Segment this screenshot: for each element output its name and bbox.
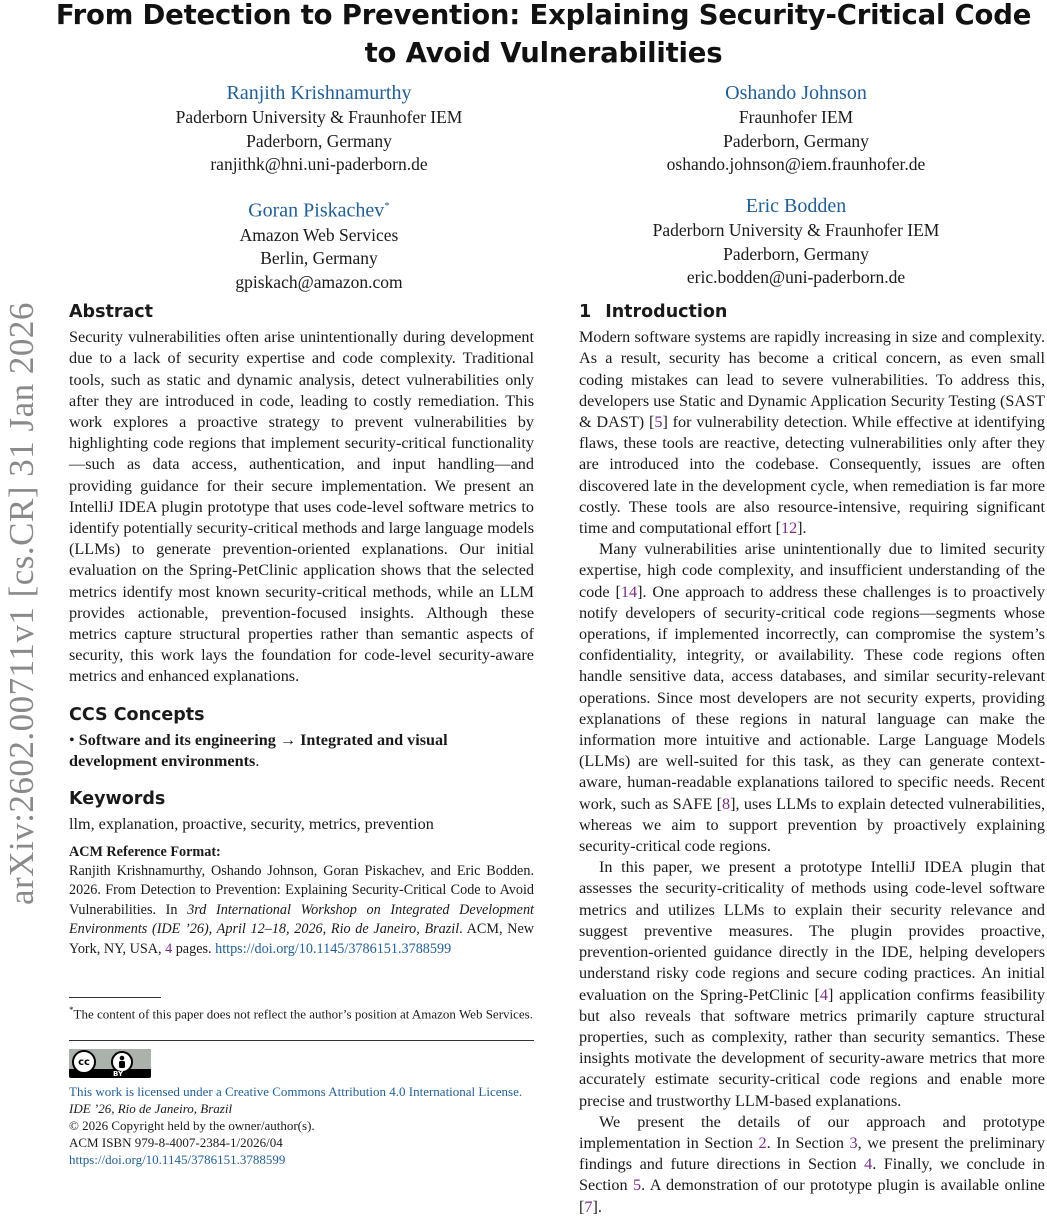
ccs-concepts: • Software and its engineering → Integrated and visual development environments. — [69, 730, 448, 771]
arxiv-identifier: arXiv:2602.00711v1 [cs.CR] 31 Jan 2026 — [2, 302, 41, 906]
author-name[interactable]: Ranjith Krishnamurthy — [226, 82, 412, 104]
license-doi-link[interactable]: https://doi.org/10.1145/3786151.3788599 — [69, 1152, 286, 1167]
footnote-rule — [69, 997, 161, 998]
section-link[interactable]: 5 — [633, 1176, 642, 1195]
author-email[interactable]: ranjithk@hni.uni-paderborn.de — [210, 154, 428, 174]
license-rule — [69, 1040, 534, 1041]
acm-reference — [69, 843, 534, 959]
author-block-4 — [596, 194, 996, 290]
title-line-1: From Detection to Prevention: Explaining Security-Critical Code — [55, 0, 1032, 31]
author-name[interactable]: Goran Piskachev* — [248, 199, 390, 222]
citation-link[interactable]: 7 — [584, 1197, 593, 1216]
pages-link[interactable]: 4 — [165, 940, 173, 957]
author-location: Paderborn, Germany — [723, 130, 869, 151]
introduction-heading: 1 Introduction — [579, 302, 728, 322]
doi-link[interactable]: https://doi.org/10.1145/3786151.3788599 — [215, 940, 452, 957]
cc-icon: cc — [72, 1050, 96, 1074]
author-block-1 — [119, 81, 519, 177]
citation-link[interactable]: 14 — [620, 582, 638, 601]
author-affiliation: Paderborn University & Fraunhofer IEM — [175, 107, 463, 127]
title-line-2: to Avoid Vulnerabilities — [364, 37, 723, 69]
author-block-2 — [596, 81, 996, 177]
author-email[interactable]: gpiskach@amazon.com — [235, 271, 403, 292]
author-name[interactable]: Oshando Johnson — [725, 82, 867, 104]
footnote: *The content of this paper does not reflect the author’s position at Amazon Web Services. — [69, 1005, 533, 1022]
copyright-line: © 2026 Copyright held by the owner/author(s). — [69, 1118, 315, 1133]
by-label: BY — [113, 1070, 124, 1078]
author-location: Berlin, Germany — [260, 248, 378, 269]
keywords-heading: Keywords — [69, 789, 166, 810]
section-link[interactable]: 4 — [864, 1155, 873, 1174]
author-location: Paderborn, Germany — [723, 243, 869, 264]
isbn-line: ACM ISBN 979-8-4007-2384-1/2026/04 — [69, 1135, 283, 1150]
author-location: Paderborn, Germany — [246, 130, 392, 151]
intro-paragraph-1: Modern software systems are rapidly increasing in size and complexity. As a result, security has become a critical concern, as even small coding mistakes can lead to severe vulnerabilities. To address this, developers use Static and Dynamic Application Security Testing (SAST & DAST) [5] for vulnerability detection. While effective at identifying flaws, these tools are reactive, detecting vulnerabilities only after they are introduced into the codebase. Consequently, issues are often discovered late in the development cycle, when remediation is far more costly. These tools are also resource-intensive, requiring significant time and computational effort [12]. — [579, 328, 1045, 538]
author-name[interactable]: Eric Bodden — [745, 195, 847, 217]
citation-link[interactable]: 8 — [722, 794, 731, 813]
section-link[interactable]: 2 — [758, 1133, 767, 1152]
citation-link[interactable]: 12 — [780, 519, 798, 538]
author-block-3 — [119, 194, 519, 294]
author-affiliation: Amazon Web Services — [239, 224, 399, 245]
keywords-text: llm, explanation, proactive, security, metrics, prevention — [69, 815, 434, 834]
cc-by-badge[interactable] — [69, 1049, 151, 1078]
ccs-heading: CCS Concepts — [69, 704, 205, 725]
right-column — [579, 302, 1045, 1218]
intro-paragraph-2: Many vulnerabilities arise unintentionally due to limited security expertise, high code complexity, and insufficient understanding of the code [14]. One approach to address these challenges is to proactively notify developers of security-critical code regions—segments whose operations, if implemented incorrectly, can compromise the system’s confidentiality, integrity, or availability. These code regions often handle sensitive data, access databases, and similar security-relevant operations. Since most developers are not security experts, providing explanations of these regions in natural language can make the information more intuitive and actionable. Large Language Models (LLMs) are well-suited for this task, as they can generate context-aware, human-readable explanations tailored to specific needs. Recent work, such as SAFE [8], uses LLMs to explain detected vulnerabilities, whereas we aim to support prevention by proactively explaining security-critical code regions. — [579, 540, 1046, 856]
paper-title — [40, 0, 1047, 72]
left-column — [69, 302, 534, 959]
intro-paragraph-4: We present the details of our approach and prototype implementation in Section 2. In Section 3, we present the preliminary findings and future directions in Section 4. Finally, we conclude in Section 5. A demonstration of our prototype plugin is available online [7]. — [579, 1112, 1046, 1216]
author-email[interactable]: oshando.johnson@iem.fraunhofer.de — [666, 154, 926, 174]
abstract-heading: Abstract — [69, 302, 154, 322]
author-affiliation: Fraunhofer IEM — [738, 107, 854, 127]
venue-line: IDE ’26, Rio de Janeiro, Brazil — [69, 1101, 233, 1116]
license-block — [69, 1083, 544, 1168]
footnote-marker: * — [384, 200, 390, 212]
section-link[interactable]: 3 — [849, 1133, 858, 1152]
acm-reference-heading: ACM Reference Format: — [69, 843, 221, 860]
author-email[interactable]: eric.bodden@uni-paderborn.de — [686, 267, 906, 287]
abstract-text: Security vulnerabilities often arise unintentionally during development due to a lack of security expertise and code complexity. Traditional tools, such as static and dynamic analysis, detect vulnerabilities only after they are introduced in code, leading to costly remediation. This work explores a proactive strategy to prevent vulnerabilities by highlighting code regions that implement security-critical functionality—such as data access, authentication, and input handling—and providing guidance for their secure implementation. We present an IntelliJ IDEA plugin prototype that uses code-level software metrics to identify potentially security-critical methods and large language models (LLMs) to generate prevention-oriented explanations. Our initial evaluation on the Spring-PetClinic application shows that the selected metrics identify most known security-critical methods, while an LLM provides actionable, prevention-focused insights. Although these metrics capture structural properties rather than semantic aspects of security, this work lays the foundation for code-level security-aware metrics and enhanced explanations. — [69, 328, 534, 686]
license-link[interactable]: This work is licensed under a Creative Commons Attribution 4.0 International License. — [69, 1084, 523, 1099]
intro-paragraph-3: In this paper, we present a prototype IntelliJ IDEA plugin that assesses the security-criticality of methods using code-level software metrics and utilizes LLMs to explain their security relevance and suggest preventive measures. The plugin provides proactive, prevention-oriented guidance directly in the IDE, helping developers understand risky code regions and secure coding practices. An initial evaluation on the Spring-PetClinic [4] application confirms feasibility but also reveals that software metrics primarily capture structural properties, such as complexity, rather than security semantics. These insights motivate the development of security-aware metrics that more accurately estimate security-critical code regions and enable more precise and trustworthy LLM-based explanations. — [579, 858, 1045, 1110]
author-affiliation: Paderborn University & Fraunhofer IEM — [652, 220, 940, 240]
citation-link[interactable]: 4 — [819, 985, 828, 1004]
acm-reference-text: Ranjith Krishnamurthy, Oshando Johnson, Goran Piskachev, and Eric Bodden. 2026. From Detection to Prevention: Explaining Security-Critical Code to Avoid Vulnerabilities. In 3rd International Workshop on Integrated Development Environments (IDE ’26), April 12–18, 2026, Rio de Janeiro, Brazil. ACM, New York, NY, USA, 4 pages. https://doi.org/10.1145/3786151.3788599 — [69, 863, 534, 957]
citation-link[interactable]: 5 — [654, 413, 663, 432]
